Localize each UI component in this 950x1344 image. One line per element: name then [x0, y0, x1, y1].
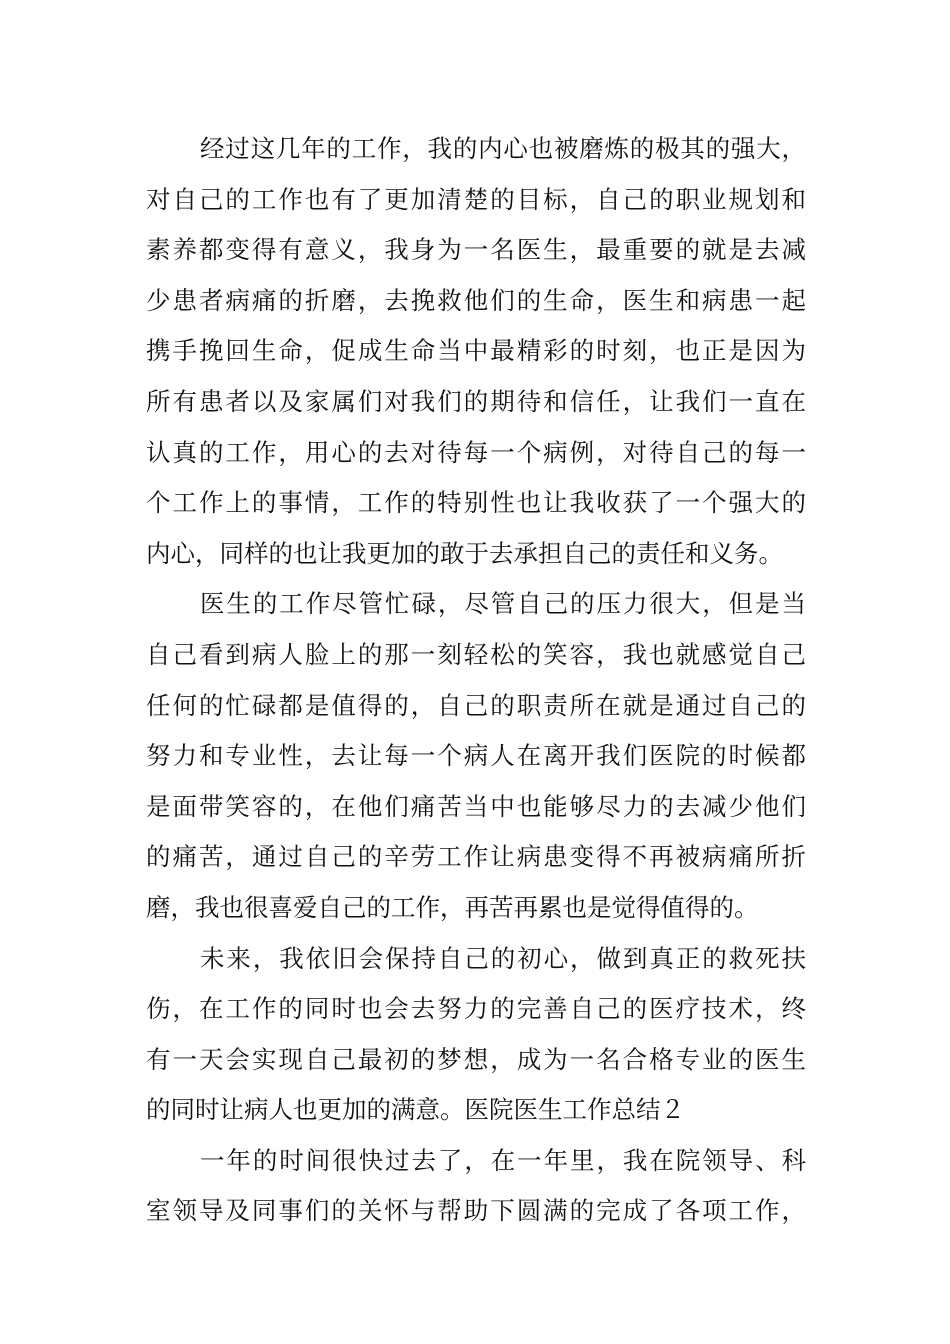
text-line: 努力和专业性，去让每一个病人在离开我们医院的时候都: [146, 741, 806, 771]
document-body: [146, 124, 806, 1237]
text-line: 所有患者以及家属们对我们的期待和信任，让我们一直在: [146, 386, 806, 416]
text-line: 对自己的工作也有了更加清楚的目标，自己的职业规划和: [146, 184, 806, 214]
text-line: 伤，在工作的同时也会去努力的完善自己的医疗技术，终: [146, 994, 806, 1024]
text-line: 的同时让病人也更加的满意。医院医生工作总结２: [146, 1095, 685, 1125]
text-line: 个工作上的事情，工作的特别性也让我收获了一个强大的: [146, 488, 806, 518]
text-line: 任何的忙碌都是值得的，自己的职责所在就是通过自己的: [146, 690, 806, 720]
text-line: 室领导及同事们的关怀与帮助下圆满的完成了各项工作，: [146, 1196, 806, 1226]
text-line: 自己看到病人脸上的那一刻轻松的笑容，我也就感觉自己: [146, 639, 806, 669]
text-line: 经过这几年的工作，我的内心也被磨炼的极其的强大，: [200, 134, 806, 163]
paragraph-1: [146, 124, 806, 579]
paragraph-4: [146, 1136, 806, 1237]
text-line: 医生的工作尽管忙碌，尽管自己的压力很大，但是当: [200, 589, 806, 619]
text-line: 一年的时间很快过去了，在一年里，我在院领导、科: [200, 1145, 806, 1175]
text-line: 内心，同样的也让我更加的敢于去承担自己的责任和义务。: [146, 538, 783, 568]
text-line: 有一天会实现自己最初的梦想，成为一名合格专业的医生: [146, 1044, 806, 1074]
text-line: 少患者病痛的折磨，去挽救他们的生命，医生和病患一起: [146, 285, 806, 315]
text-line: 的痛苦，通过自己的辛劳工作让病患变得不再被病痛所折: [146, 842, 806, 872]
text-line: 是面带笑容的，在他们痛苦当中也能够尽力的去减少他们: [146, 791, 806, 821]
text-line: 未来，我依旧会保持自己的初心，做到真正的救死扶: [200, 943, 806, 973]
paragraph-3: [146, 934, 806, 1136]
text-line: 携手挽回生命，促成生命当中最精彩的时刻，也正是因为: [146, 336, 806, 366]
text-line: 磨，我也很喜爱自己的工作，再苦再累也是觉得值得的。: [146, 892, 759, 922]
text-line: 素养都变得有意义，我身为一名医生，最重要的就是去减: [146, 235, 806, 265]
text-line: 认真的工作，用心的去对待每一个病例，对待自己的每一: [146, 437, 806, 467]
paragraph-2: [146, 579, 806, 933]
